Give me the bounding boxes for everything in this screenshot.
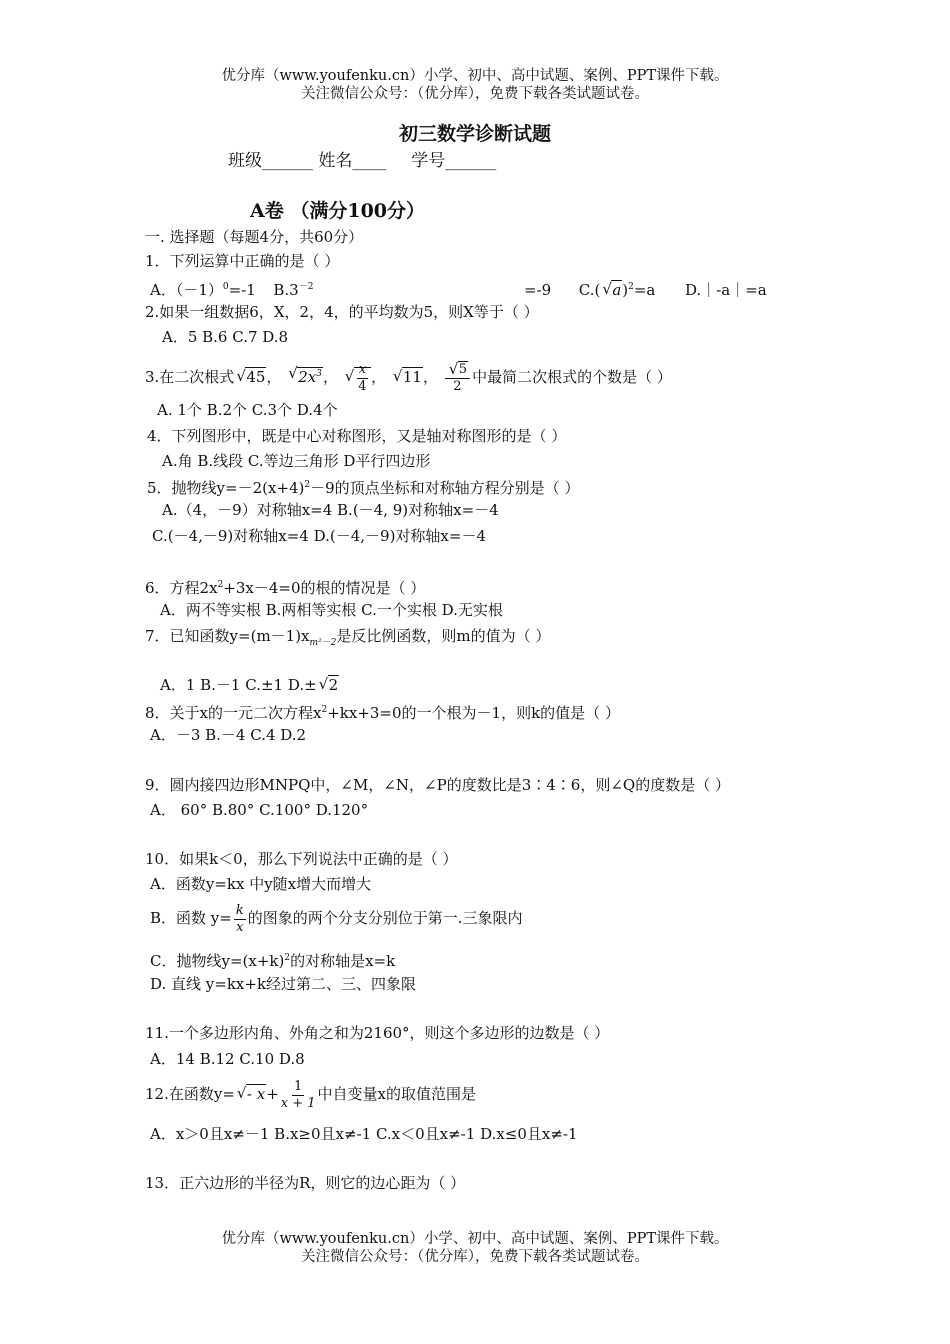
q7-options: A．1 B.－1 C.±1 D.±√ 2 [160,676,339,694]
q8-options: A．－3 B.－4 C.4 D.2 [150,726,307,744]
exam-title: 初三数学诊断试题 [398,123,551,145]
q3-stem: 3.在二次根式√ 45， √ $2x^3$， √ $\frac{x}{4}$ ， √ 11， √ $\frac{5}{2}$ 中最简二次根式的个数是（ ） [145,356,672,392]
q10-option-c: C．抛物线$y=(x+k)^2$的对称轴是x=k [150,952,396,970]
q10-option-d: D. 直线 y=kx+k经过第二、三、四象限 [150,975,417,993]
q6-options: A．两不等实根 B.两相等实根 C.一个实根 D.无实根 [160,601,503,619]
header-line-2: 关注微信公众号：（优分库），免费下载各类试题试卷。 [301,86,649,102]
q5-options-cd: C.(－4,－9)对称轴x=4 D.(－4,－9)对称轴x=－4 [152,527,487,545]
part-one-heading: 一. 选择题（每题4分，共60分） [145,228,364,246]
q12-options: A．x＞0且x≠－1 B.x≥0且x≠-1 C.x＜0且x≠-1 D.x≤0且x≠-1 [150,1125,578,1143]
q2-options: A．5 B.6 C.7 D.8 [162,328,289,346]
q1-option-c: C.(√ a)$^2$=a [579,281,656,299]
q5-stem: 5．抛物线$y=-2(x+4)^2-9$的顶点坐标和对称轴方程分别是（ ） [147,479,580,497]
q10-option-a: A．函数y=kx 中y随x增大而增大 [150,875,372,893]
q10-stem: 10．如果k＜0，那么下列说法中正确的是（ ） [145,850,458,868]
footer-line-1: 优分库（www.youfenku.cn）小学、初中、高中试题、案例、PPT课件下载。 [221,1231,729,1247]
class-field: 班级______ [228,151,313,171]
q9-options: A． 60° B.80° C.100° D.120° [150,801,369,819]
q11-options: A．14 B.12 C.10 D.8 [150,1050,305,1068]
q4-stem: 4．下列图形中，既是中心对称图形，又是轴对称图形的是（ ） [147,427,567,445]
q1-option-b: $B.3^{-2}$ [273,281,314,299]
q13-stem: 13．正六边形的半径为R，则它的边心距为（ ） [145,1174,466,1192]
q1-stem: 1．下列运算中正确的是（ ） [145,252,340,270]
student-info-line [228,151,496,171]
q1-option-d: D.｜-a｜=a [684,281,767,299]
section-a-heading: A卷 （满分100分） [250,200,426,222]
q3-options: A. 1个 B.2个 C.3个 D.4个 [157,401,338,419]
header-line-1: 优分库（www.youfenku.cn）小学、初中、高中试题、案例、PPT课件下载。 [221,68,729,84]
q2-stem: 2.如果一组数据6，X，2，4，的平均数为5，则X等于（ ） [145,303,539,321]
q1-option-a: A．$(-1)^0=-1$ [150,281,256,299]
q1-options [150,278,313,299]
q11-stem: 11.一个多边形内角、外角之和为2160°，则这个多边形的边数是（ ） [145,1024,610,1042]
name-field: 姓名____ [318,151,387,171]
q6-stem: 6．方程$2x^2+3x-4=0$的根的情况是（ ） [145,579,426,597]
q4-options: A.角 B.线段 C.等边三角形 D平行四边形 [162,452,431,470]
q8-stem: 8．关于x的一元二次方程$x^2+kx+3=0$的一个根为－1，则k的值是（ ） [145,704,620,722]
q7-stem: 7．已知函数$y=(m-1)x_{m^2-2}$是反比例函数，则m的值为（ ） [145,627,551,648]
q1-options-right [524,278,767,299]
q9-stem: 9．圆内接四边形MNPQ中，∠M，∠N，∠P的度数比是3∶4∶6，则∠Q的度数是（ ） [145,776,730,794]
student-id-field: 学号______ [411,151,497,171]
footer-line-2: 关注微信公众号：（优分库），免费下载各类试题试卷。 [301,1249,649,1265]
q12-stem: 12.在函数y=√ - x+ $\frac{1}{x + 1}$ 中自变量x的取值范围是 [145,1076,476,1112]
q10-option-b: B．函数 y= $\frac{k}{x}$ 的图象的两个分支分别位于第一.三象限内 [150,902,523,935]
q5-options-ab: A.（4，－9）对称轴x=4 B.(－4, 9)对称轴x=－4 [162,501,499,519]
q1-option-b-result: =-9 [524,281,552,299]
